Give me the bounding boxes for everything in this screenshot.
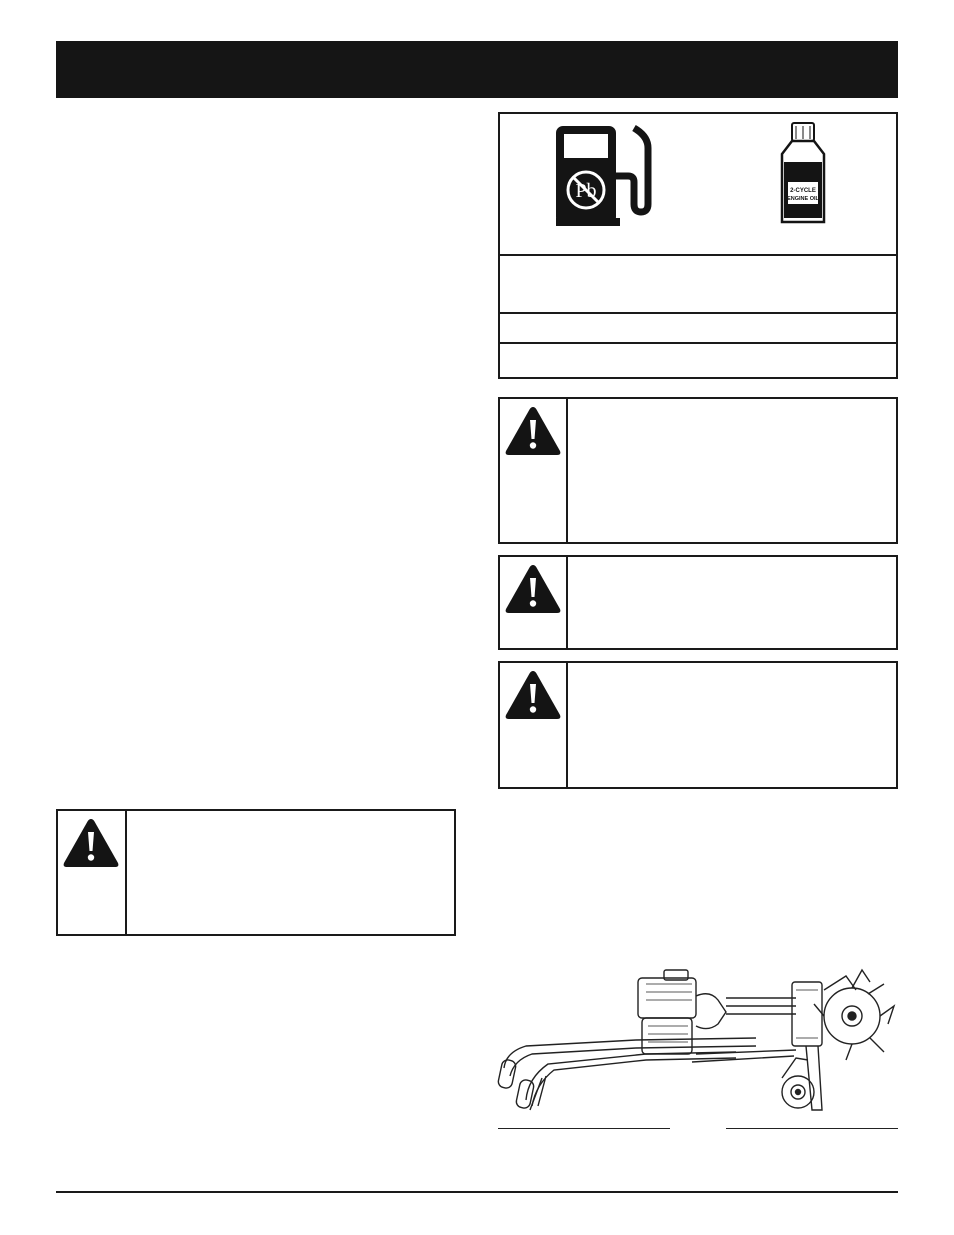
warning-box-4 — [56, 809, 456, 936]
warning-triangle-icon — [504, 563, 562, 615]
warning-box-3 — [498, 661, 898, 789]
warning-triangle-icon — [62, 817, 120, 869]
page-header-bar — [56, 41, 898, 98]
warning-triangle-icon — [504, 405, 562, 457]
fuel-panel-row-2 — [500, 312, 896, 344]
oil-label-line2: ENGINE OIL — [787, 196, 819, 202]
oil-label-line1: 2-CYCLE — [790, 188, 816, 194]
footer-rule — [56, 1191, 898, 1193]
fuel-pump-no-lead-icon — [554, 120, 654, 230]
warning-icon-cell — [500, 399, 568, 542]
fuel-panel-row-1 — [500, 254, 896, 314]
pump-icon-text: Pb — [575, 180, 597, 202]
tiller-illustration — [496, 960, 896, 1120]
warning-icon-cell — [58, 811, 127, 934]
warning-triangle-icon — [504, 669, 562, 721]
warning-icon-cell — [500, 557, 568, 648]
figure-caption-rule-left — [498, 1128, 670, 1129]
warning-icon-cell — [500, 663, 568, 787]
warning-box-1 — [498, 397, 898, 544]
fuel-oil-panel — [498, 112, 898, 379]
fuel-oil-icon-row — [500, 114, 896, 256]
warning-box-2 — [498, 555, 898, 650]
figure-caption-rule-right — [726, 1128, 898, 1129]
fuel-panel-row-3 — [500, 342, 896, 377]
oil-bottle-icon — [776, 122, 830, 226]
